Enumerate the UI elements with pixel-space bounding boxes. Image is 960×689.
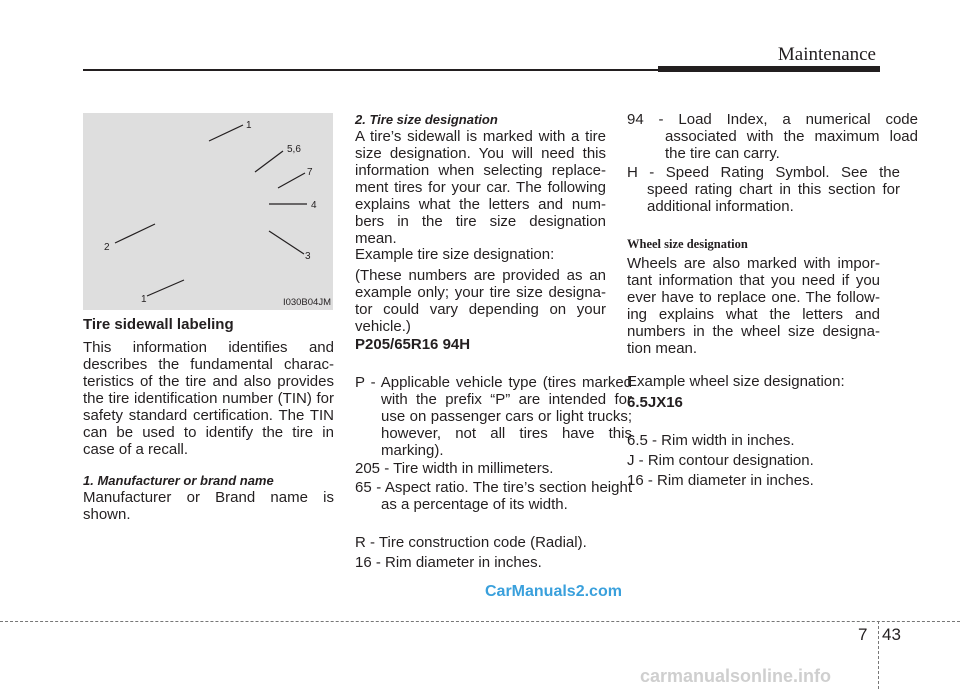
tire-size-paragraph: A tire’s sidewall is marked with a tire size designation. You will need this information when selecting replace-ment tires for your car. The following explains what the letters and num-bers in the tire size designation mean. [355, 128, 606, 247]
header-rule-accent [658, 66, 880, 72]
subheading-manufacturer: 1. Manufacturer or brand name [83, 473, 274, 488]
list-item: J - Rim contour designation. [627, 452, 814, 469]
chapter-number: 7 [858, 625, 868, 644]
callout-lines [83, 113, 333, 310]
wheel-size-paragraph: Wheels are also marked with impor-tant information that you need if you ever have to replace one. The follow-ing explains what the letters and numbers in the wheel size designa-tion mean. [627, 255, 880, 357]
callout-label-3: 3 [305, 251, 311, 262]
callout-label-1-top: 1 [246, 120, 252, 131]
list-item: 6.5 - Rim width in inches. [627, 432, 795, 449]
wheel-size-heading: Wheel size designation [627, 237, 748, 251]
intro-paragraph: This information identifies and describes the fundamental charac-teristics of the tire and also provides the tire identification number (TIN) for safety standard certification. The TIN can be used to identify the tire in case of a recall. [83, 339, 334, 458]
callout-label-1-bottom: 1 [141, 294, 147, 305]
example-value: P205/65R16 94H [355, 336, 471, 353]
example-note: (These numbers are provided as an example only; your tire size designa-tor could vary depending on your vehicle.) [355, 267, 606, 335]
manufacturer-paragraph: Manufacturer or Brand name is shown. [83, 489, 334, 523]
list-item: 65 - Aspect ratio. The tire’s section height as a percentage of its width. [355, 479, 632, 513]
callout-line-56 [255, 151, 283, 172]
figure-code: I030B04JM [282, 297, 331, 308]
list-item: P - Applicable vehicle type (tires marked with the prefix “P” are intended for use on passenger cars or light trucks; however, not all tires have this marking). [355, 374, 632, 459]
list-item: 94 - Load Index, a numerical code associated with the maximum load the tire can carry. [627, 111, 918, 162]
list-item: H - Speed Rating Symbol. See the speed rating chart in this section for additional information. [627, 164, 900, 215]
wheel-example-label: Example wheel size designation: [627, 373, 845, 390]
callout-line-2 [115, 224, 155, 243]
callout-label-56: 5,6 [287, 144, 301, 155]
callout-line-7 [278, 173, 305, 188]
header-rule [83, 69, 661, 71]
callout-line-1-bottom [147, 280, 184, 296]
list-item: 16 - Rim diameter in inches. [355, 554, 542, 571]
page-number: 43 [882, 625, 901, 644]
list-item: 16 - Rim diameter in inches. [627, 472, 814, 489]
wheel-example-value: 6.5JX16 [627, 394, 683, 411]
callout-line-3 [269, 231, 304, 254]
footer-divider [878, 621, 879, 689]
header-title: Maintenance [777, 44, 876, 65]
subheading-tire-size: 2. Tire size designation [355, 112, 498, 127]
example-label: Example tire size designation: [355, 246, 555, 263]
section-heading: Tire sidewall labeling [83, 316, 234, 333]
watermark-link[interactable]: CarManuals2.com [485, 583, 622, 600]
list-item: R - Tire construction code (Radial). [355, 534, 587, 551]
tire-sidewall-figure [83, 113, 333, 310]
footer-rule [0, 621, 960, 622]
callout-label-4: 4 [311, 200, 317, 211]
callout-line-1-top [209, 125, 243, 141]
list-item: 205 - Tire width in millimeters. [355, 460, 554, 477]
footer-watermark: carmanualsonline.info [640, 666, 832, 686]
callout-label-2: 2 [104, 242, 110, 253]
callout-label-7: 7 [307, 167, 313, 178]
